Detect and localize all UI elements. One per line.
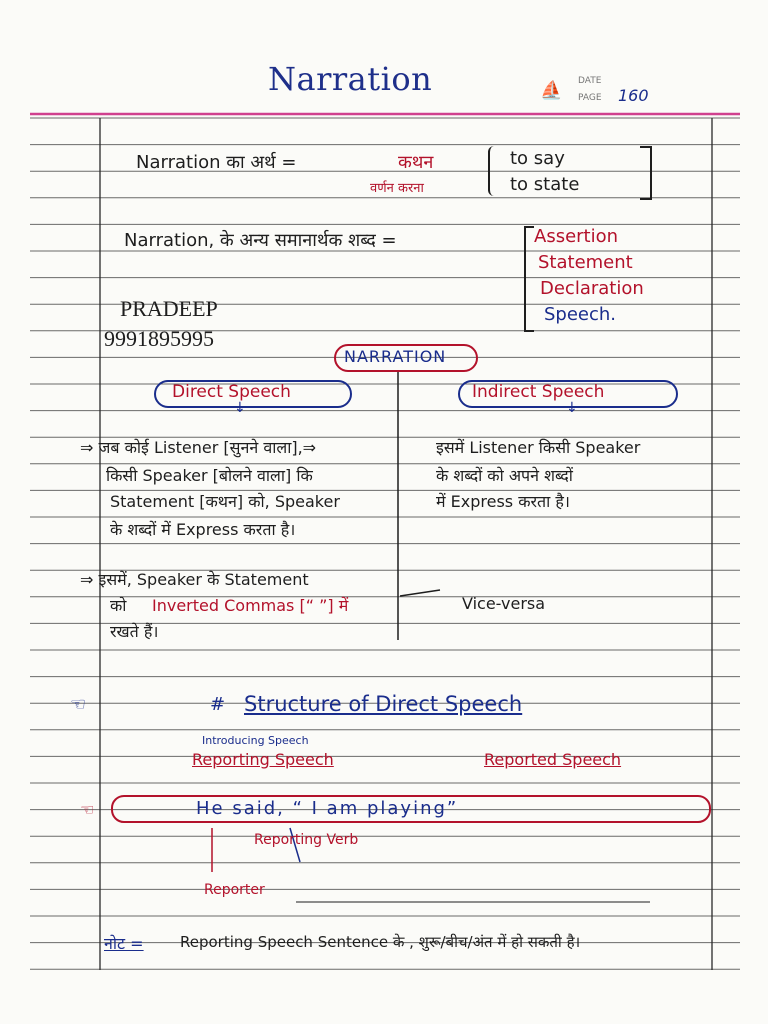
direct-note-line-6: को — [110, 596, 127, 615]
narration-root-label: NARRATION — [344, 347, 447, 366]
direct-note-line-5: ⇒ इसमें, Speaker के Statement — [80, 570, 309, 589]
direct-note-line-3: Statement [कथन] को, Speaker — [110, 492, 340, 511]
reporter: Reporter — [204, 882, 265, 898]
page-title: Narration — [268, 60, 433, 98]
page-label: PAGE — [578, 93, 602, 103]
page-number: 160 — [618, 86, 649, 105]
vice-versa: Vice-versa — [462, 594, 546, 613]
direct-note-line-4: के शब्दों में Express करता है। — [110, 520, 296, 539]
author-phone: 9991895995 — [104, 326, 214, 351]
author-name: PRADEEP — [120, 296, 218, 321]
note-label: नोट = — [104, 934, 144, 953]
arrow-down-icon: ↓ — [566, 400, 578, 416]
direct-note-line-2: किसी Speaker [बोलने वाला] कि — [106, 466, 313, 485]
indirect-note-line-3: में Express करता है। — [436, 492, 570, 511]
synonym-1: Assertion — [534, 226, 619, 247]
reported-speech: Reported Speech — [484, 750, 622, 769]
definition-meaning: कथन — [398, 152, 434, 173]
direct-label: Direct Speech — [172, 382, 291, 402]
definition-meaning-2: वर्णन करना — [370, 181, 424, 196]
synonym-bracket — [524, 226, 534, 332]
hash-icon: # — [210, 694, 226, 715]
bracket-item-1: to say — [510, 148, 565, 169]
indirect-note-line-2: के शब्दों को अपने शब्दों — [436, 466, 573, 485]
indirect-label: Indirect Speech — [472, 382, 605, 402]
inverted-commas: Inverted Commas [“ ”] में — [152, 596, 349, 615]
bracket-item-2: to state — [510, 174, 580, 195]
introducing-speech: Introducing Speech — [202, 734, 309, 747]
note-text: Reporting Speech Sentence के , शुरू/बीच/अंत में हो सकती है। — [180, 933, 581, 951]
direct-note-line-1: ⇒ जब कोई Listener [सुनने वाला],⇒ — [80, 438, 317, 457]
date-label: DATE — [578, 76, 602, 86]
pointing-hand-icon: ☜ — [70, 694, 87, 715]
direct-note-line-7: रखते हैं। — [110, 622, 159, 641]
synonym-4: Speech. — [544, 304, 617, 325]
example-sentence: He said, “ I am playing” — [196, 798, 459, 819]
structure-heading: Structure of Direct Speech — [244, 692, 523, 716]
arrow-down-icon: ↓ — [234, 400, 246, 416]
logo-icon: ⛵ — [540, 80, 563, 101]
synonyms-lhs: Narration, के अन्य समानार्थक शब्द = — [124, 230, 397, 251]
indirect-note-line-1: इसमें Listener किसी Speaker — [436, 438, 641, 457]
definition-lhs: Narration का अर्थ = — [136, 152, 297, 173]
reporting-verb: Reporting Verb — [254, 832, 359, 848]
synonym-3: Declaration — [540, 278, 644, 299]
synonym-2: Statement — [538, 252, 633, 273]
pointing-hand-icon-2: ☜ — [80, 800, 95, 819]
bracket-right — [640, 146, 652, 200]
reporting-speech: Reporting Speech — [192, 750, 334, 769]
